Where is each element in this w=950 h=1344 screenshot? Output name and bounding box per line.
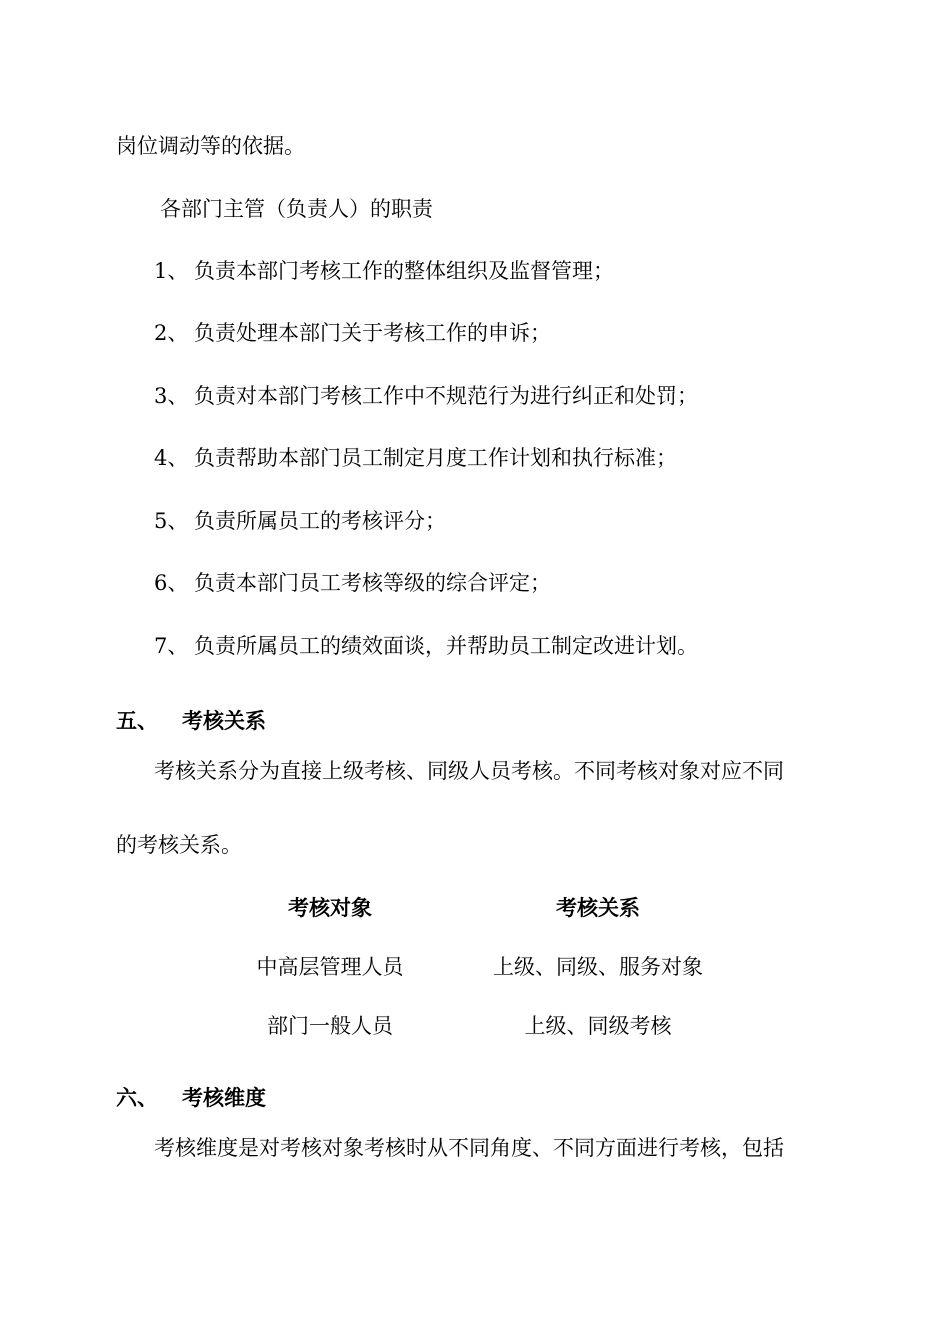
table-header-relation: 考核关系 xyxy=(556,895,640,920)
continuation-text: 岗位调动等的依据。 xyxy=(116,134,305,158)
dept-head-title: 各部门主管（负责人）的职责 xyxy=(160,197,433,221)
duty-text: 负责帮助本部门员工制定月度工作计划和执行标准； xyxy=(194,446,677,470)
duty-number: 7、 xyxy=(154,634,189,658)
duty-number: 2、 xyxy=(154,321,189,345)
duty-item-2 xyxy=(154,319,551,347)
section-5-body-line-2: 的考核关系。 xyxy=(116,833,242,857)
duty-text: 负责所属员工的绩效面谈，并帮助员工制定改进计划。 xyxy=(194,634,698,658)
duty-item-1 xyxy=(154,257,614,285)
duty-item-3 xyxy=(154,382,698,410)
section-title: 考核维度 xyxy=(182,1085,266,1110)
section-5-body-line-1: 考核关系分为直接上级考核、同级人员考核。不同考核对象对应不同 xyxy=(154,759,784,783)
table-header-subject: 考核对象 xyxy=(288,895,372,920)
duty-number: 1、 xyxy=(154,259,189,283)
duty-number: 3、 xyxy=(154,384,189,408)
section-title: 考核关系 xyxy=(182,708,266,733)
duty-item-7 xyxy=(154,632,698,660)
duty-item-6 xyxy=(154,569,551,597)
duty-text: 负责所属员工的考核评分； xyxy=(194,509,446,533)
section-number: 六、 xyxy=(116,1085,158,1110)
duty-text: 负责对本部门考核工作中不规范行为进行纠正和处罚； xyxy=(194,384,698,408)
duty-item-5 xyxy=(154,507,446,535)
section-6-heading xyxy=(116,1084,266,1112)
duty-item-4 xyxy=(154,444,677,472)
table-cell: 部门一般人员 xyxy=(267,1014,393,1038)
table-cell: 中高层管理人员 xyxy=(256,955,404,979)
section-5-heading xyxy=(116,707,266,735)
duty-number: 6、 xyxy=(154,571,189,595)
duty-number: 5、 xyxy=(154,509,189,533)
section-6-body-line-1: 考核维度是对考核对象考核时从不同角度、不同方面进行考核，包括 xyxy=(154,1136,784,1160)
table-cell: 上级、同级、服务对象 xyxy=(493,955,703,979)
duty-text: 负责本部门考核工作的整体组织及监督管理； xyxy=(194,259,614,283)
section-number: 五、 xyxy=(116,708,158,733)
duty-text: 负责本部门员工考核等级的综合评定； xyxy=(194,571,551,595)
duty-number: 4、 xyxy=(154,446,189,470)
table-cell: 上级、同级考核 xyxy=(524,1014,672,1038)
duty-text: 负责处理本部门关于考核工作的申诉； xyxy=(194,321,551,345)
